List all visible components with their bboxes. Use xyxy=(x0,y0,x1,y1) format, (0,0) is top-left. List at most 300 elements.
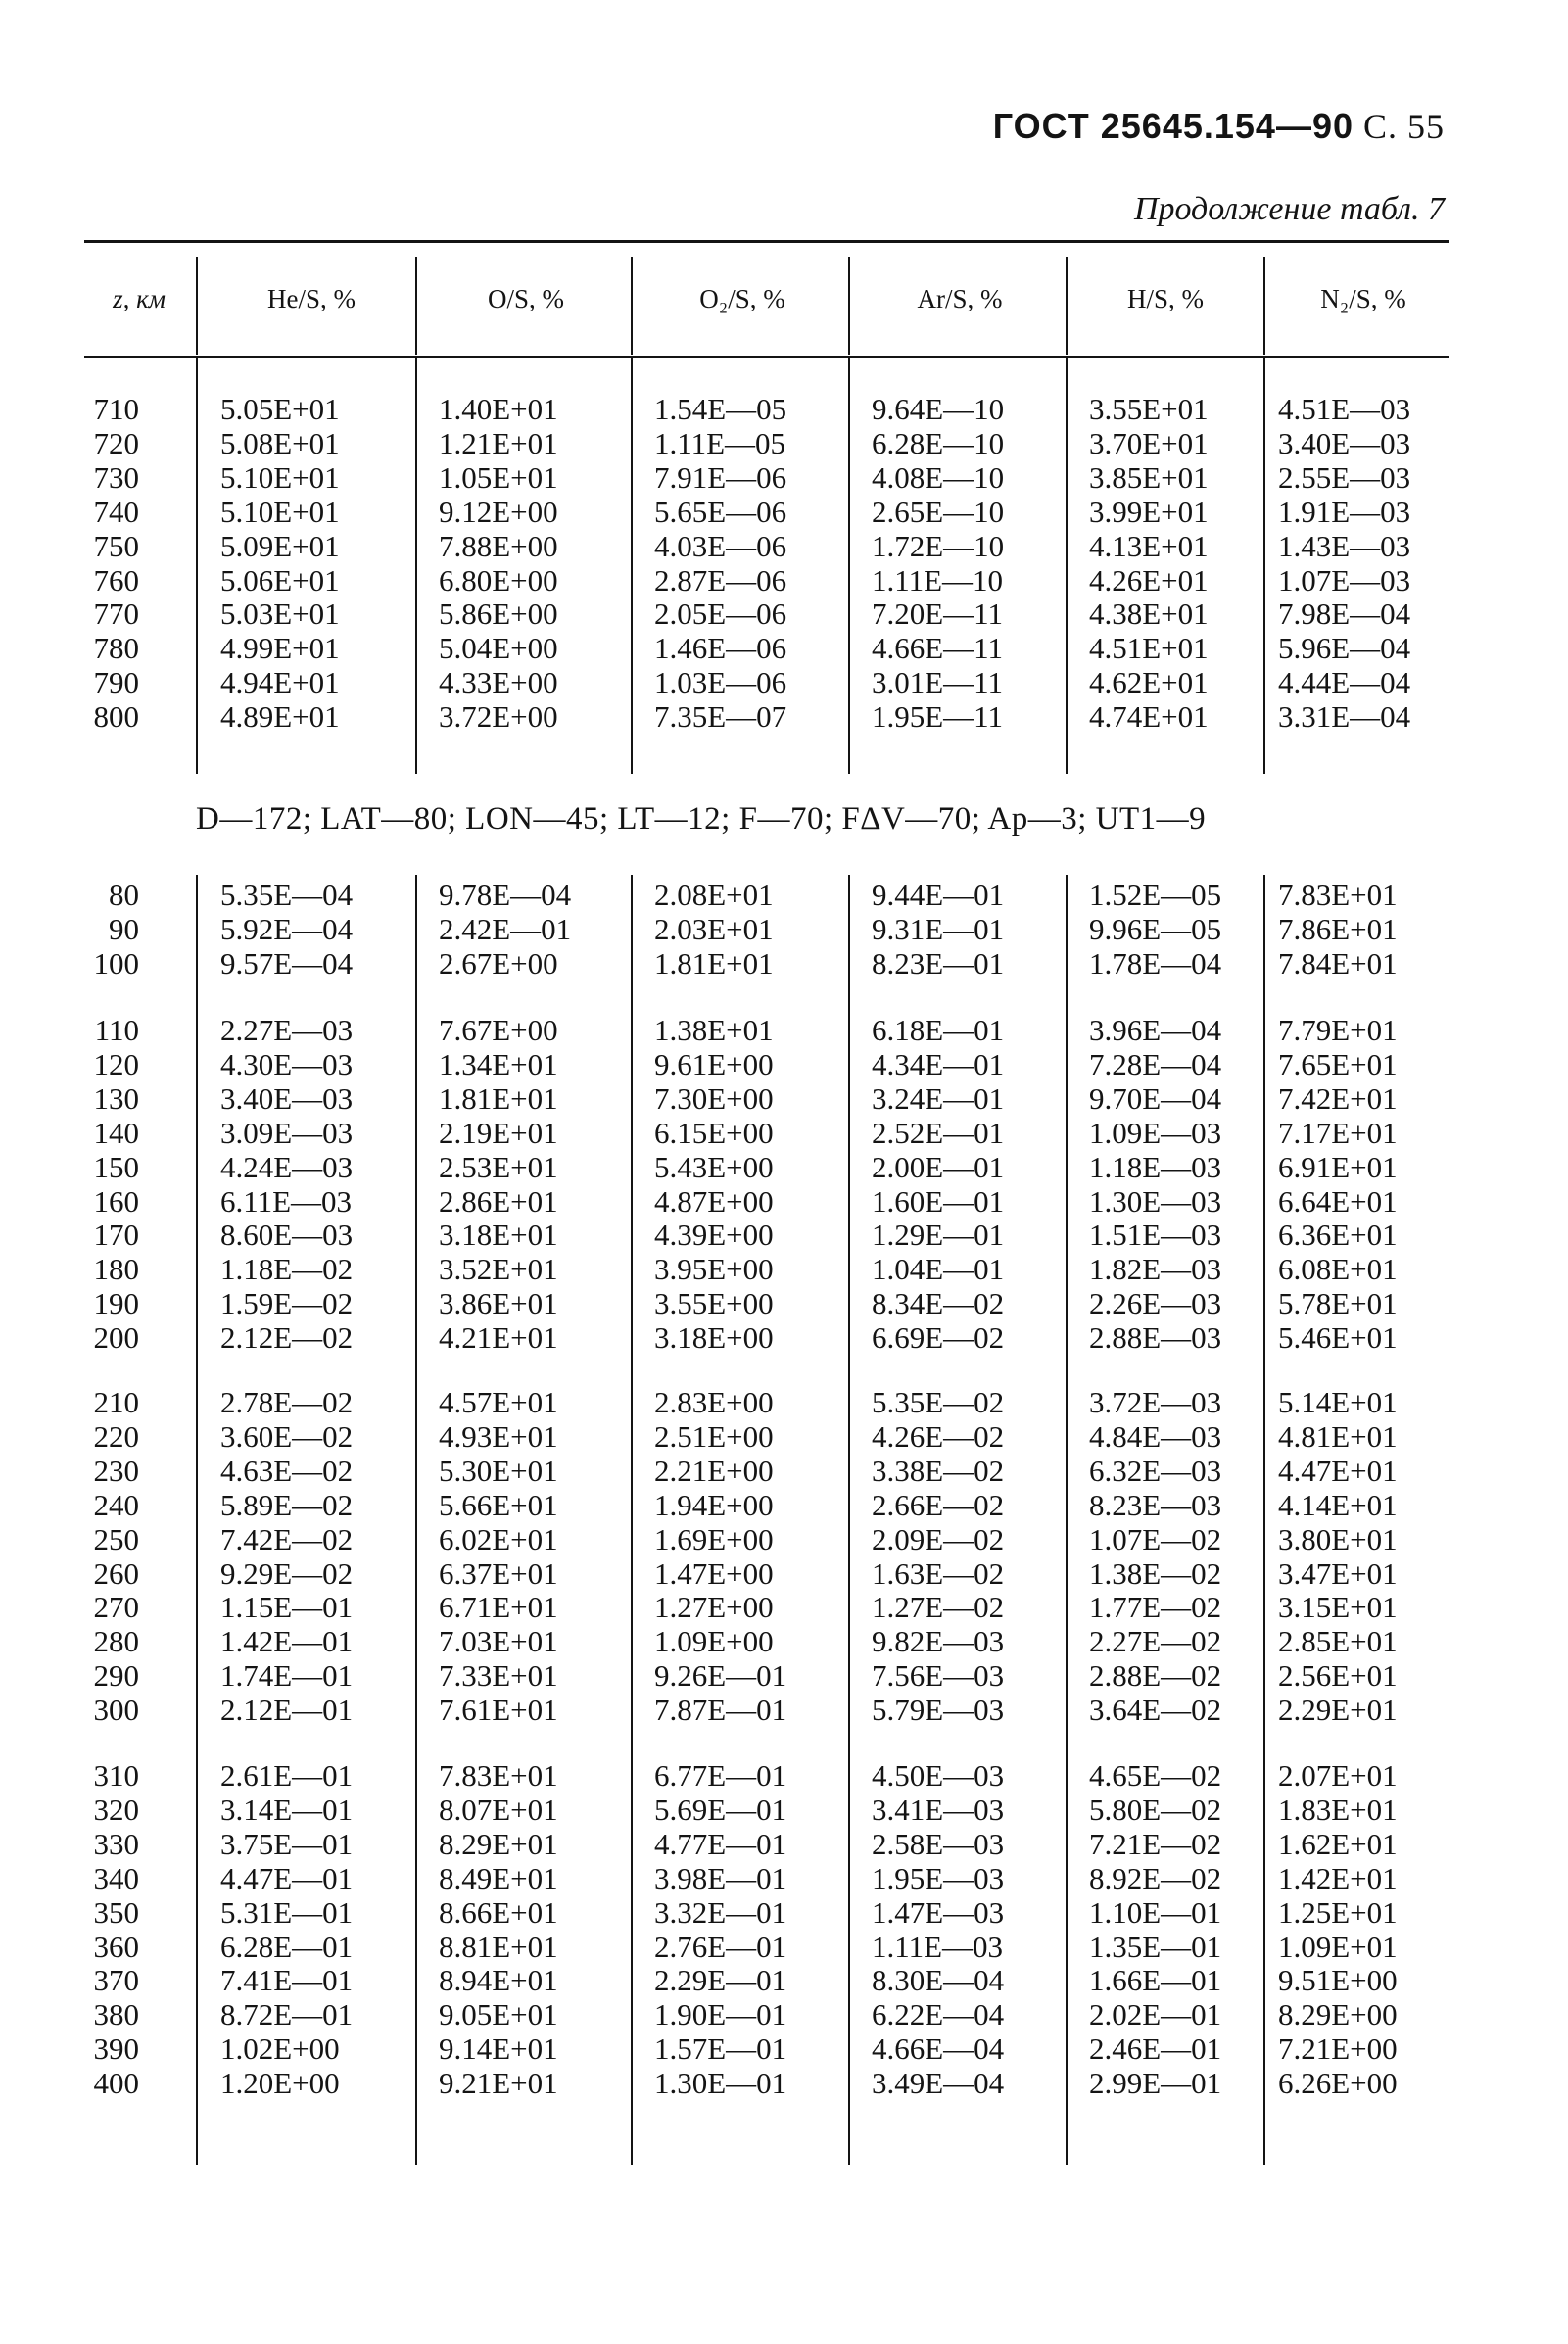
altitude-cell: 800 xyxy=(93,699,139,735)
altitude-cell: 170 xyxy=(93,1218,139,1253)
column-divider xyxy=(1066,358,1068,774)
value-cell: 6.11E—03 xyxy=(220,1183,353,1219)
value-cell: 3.75E—01 xyxy=(220,1826,354,1861)
value-cell: 9.26E—01 xyxy=(654,1658,787,1694)
value-cell: 1.11E—05 xyxy=(654,425,786,460)
value-cell: 1.47E+00 xyxy=(654,1555,774,1591)
value-cell: 4.65E—02 xyxy=(1089,1758,1222,1793)
value-cell: 4.38E+01 xyxy=(1089,597,1209,632)
value-cell: 9.31E—01 xyxy=(872,911,1005,946)
value-cell: 6.02E+01 xyxy=(439,1521,558,1556)
value-cell: 3.72E—03 xyxy=(1089,1385,1222,1419)
value-cell: 3.52E+01 xyxy=(439,1252,558,1287)
value-cell: 5.79E—03 xyxy=(872,1693,1005,1728)
value-cell: 6.80E+00 xyxy=(439,562,558,598)
value-cell: 7.42E+01 xyxy=(1278,1080,1398,1116)
value-cell: 1.42E—01 xyxy=(220,1624,354,1659)
value-cell: 6.37E+01 xyxy=(439,1555,558,1591)
value-cell: 2.21E+00 xyxy=(654,1453,774,1488)
value-cell: 1.18E—02 xyxy=(220,1252,354,1287)
value-cell: 5.14E+01 xyxy=(1278,1385,1398,1419)
value-cell: 4.81E+01 xyxy=(1278,1418,1398,1454)
value-cell: 1.38E+01 xyxy=(654,1013,774,1047)
column-header: O/S, % xyxy=(487,284,564,313)
column-header: N₂/S, % xyxy=(1320,284,1406,313)
value-cell: 1.30E—03 xyxy=(1089,1183,1222,1219)
column-divider xyxy=(848,257,850,355)
altitude-cell: 80 xyxy=(109,878,139,912)
value-cell: 4.47E—01 xyxy=(220,1860,354,1895)
value-cell: 7.56E—03 xyxy=(872,1658,1005,1694)
value-cell: 3.32E—01 xyxy=(654,1894,787,1930)
value-cell: 4.39E+00 xyxy=(654,1218,774,1253)
value-cell: 9.12E+00 xyxy=(439,494,558,529)
value-cell: 7.86E+01 xyxy=(1278,911,1398,946)
value-cell: 7.20E—11 xyxy=(872,597,1004,632)
column-divider xyxy=(631,257,633,355)
value-cell: 8.66E+01 xyxy=(439,1894,558,1930)
value-cell: 1.20E+00 xyxy=(220,2066,340,2101)
value-cell: 1.91E—03 xyxy=(1278,494,1411,529)
altitude-cell: 290 xyxy=(93,1658,139,1694)
value-cell: 5.65E—06 xyxy=(654,494,787,529)
value-cell: 7.83E+01 xyxy=(439,1758,558,1793)
value-cell: 1.11E—03 xyxy=(872,1929,1004,1964)
value-cell: 1.43E—03 xyxy=(1278,528,1411,563)
value-cell: 3.01E—11 xyxy=(872,665,1004,700)
value-cell: 1.78E—04 xyxy=(1089,945,1222,981)
value-cell: 2.07E+01 xyxy=(1278,1758,1398,1793)
value-cell: 3.24E—01 xyxy=(872,1080,1005,1116)
value-cell: 9.29E—02 xyxy=(220,1555,354,1591)
altitude-cell: 100 xyxy=(93,945,139,981)
value-cell: 4.87E+00 xyxy=(654,1183,774,1219)
value-cell: 4.24E—03 xyxy=(220,1149,354,1184)
value-cell: 7.83E+01 xyxy=(1278,878,1398,912)
value-cell: 8.29E+01 xyxy=(439,1826,558,1861)
column-divider xyxy=(196,257,198,355)
value-cell: 3.49E—04 xyxy=(872,2066,1005,2101)
value-cell: 1.10E—01 xyxy=(1089,1894,1222,1930)
value-cell: 4.57E+01 xyxy=(439,1385,558,1419)
value-cell: 7.30E+00 xyxy=(654,1080,774,1116)
value-cell: 2.27E—02 xyxy=(1089,1624,1222,1659)
column-header: Ar/S, % xyxy=(917,284,1003,313)
value-cell: 5.69E—01 xyxy=(654,1792,787,1827)
value-cell: 5.89E—02 xyxy=(220,1487,354,1522)
value-cell: 3.09E—03 xyxy=(220,1115,354,1150)
altitude-cell: 780 xyxy=(93,631,139,666)
value-cell: 4.99E+01 xyxy=(220,631,340,666)
value-cell: 5.03E+01 xyxy=(220,597,340,632)
table-header-rule xyxy=(84,356,1449,358)
value-cell: 6.26E+00 xyxy=(1278,2066,1398,2101)
value-cell: 3.55E+01 xyxy=(1089,392,1209,426)
altitude-cell: 140 xyxy=(93,1115,139,1150)
altitude-cell: 190 xyxy=(93,1286,139,1321)
value-cell: 3.18E+00 xyxy=(654,1320,774,1356)
value-cell: 1.09E+01 xyxy=(1278,1929,1398,1964)
value-cell: 2.29E+01 xyxy=(1278,1693,1398,1728)
value-cell: 6.22E—04 xyxy=(872,1997,1005,2033)
value-cell: 1.25E+01 xyxy=(1278,1894,1398,1930)
value-cell: 5.66E+01 xyxy=(439,1487,558,1522)
value-cell: 2.02E—01 xyxy=(1089,1997,1222,2033)
value-cell: 4.94E+01 xyxy=(220,665,340,700)
column-divider xyxy=(1263,358,1265,774)
value-cell: 9.70E—04 xyxy=(1089,1080,1222,1116)
altitude-cell: 400 xyxy=(93,2066,139,2101)
value-cell: 1.46E—06 xyxy=(654,631,787,666)
value-cell: 2.08E+01 xyxy=(654,878,774,912)
value-cell: 4.13E+01 xyxy=(1089,528,1209,563)
value-cell: 4.77E—01 xyxy=(654,1826,787,1861)
value-cell: 2.12E—01 xyxy=(220,1693,354,1728)
value-cell: 3.40E—03 xyxy=(1278,425,1411,460)
altitude-cell: 750 xyxy=(93,528,139,563)
value-cell: 7.67E+00 xyxy=(439,1013,558,1047)
value-cell: 8.94E+01 xyxy=(439,1963,558,1998)
altitude-cell: 200 xyxy=(93,1320,139,1356)
value-cell: 5.86E+00 xyxy=(439,597,558,632)
altitude-cell: 330 xyxy=(93,1826,139,1861)
value-cell: 1.03E—06 xyxy=(654,665,787,700)
value-cell: 1.74E—01 xyxy=(220,1658,354,1694)
value-cell: 3.85E+01 xyxy=(1089,459,1209,495)
value-cell: 2.27E—03 xyxy=(220,1013,354,1047)
value-cell: 6.69E—02 xyxy=(872,1320,1005,1356)
value-cell: 7.21E+00 xyxy=(1278,2032,1398,2067)
value-cell: 8.23E—03 xyxy=(1089,1487,1222,1522)
conditions-line: D—172; LAT—80; LON—45; LT—12; F—70; FΔV—70; Ap—3; UT1—9 xyxy=(196,801,1207,837)
value-cell: 3.70E+01 xyxy=(1089,425,1209,460)
value-cell: 1.47E—03 xyxy=(872,1894,1005,1930)
value-cell: 2.66E—02 xyxy=(872,1487,1005,1522)
value-cell: 1.27E+00 xyxy=(654,1590,774,1625)
value-cell: 1.42E+01 xyxy=(1278,1860,1398,1895)
value-cell: 5.04E+00 xyxy=(439,631,558,666)
value-cell: 9.14E+01 xyxy=(439,2032,558,2067)
value-cell: 4.21E+01 xyxy=(439,1320,558,1356)
column-header: z, км xyxy=(113,284,166,313)
value-cell: 1.94E+00 xyxy=(654,1487,774,1522)
altitude-cell: 90 xyxy=(109,911,139,946)
value-cell: 7.61E+01 xyxy=(439,1693,558,1728)
value-cell: 4.62E+01 xyxy=(1089,665,1209,700)
value-cell: 2.19E+01 xyxy=(439,1115,558,1150)
value-cell: 3.38E—02 xyxy=(872,1453,1005,1488)
value-cell: 7.79E+01 xyxy=(1278,1013,1398,1047)
value-cell: 9.82E—03 xyxy=(872,1624,1005,1659)
value-cell: 1.40E+01 xyxy=(439,392,558,426)
altitude-cell: 250 xyxy=(93,1521,139,1556)
value-cell: 6.08E+01 xyxy=(1278,1252,1398,1287)
value-cell: 7.28E—04 xyxy=(1089,1046,1222,1081)
value-cell: 2.00E—01 xyxy=(872,1149,1005,1184)
value-cell: 5.08E+01 xyxy=(220,425,340,460)
column-divider xyxy=(415,257,417,355)
value-cell: 7.87E—01 xyxy=(654,1693,787,1728)
value-cell: 3.47E+01 xyxy=(1278,1555,1398,1591)
value-cell: 1.27E—02 xyxy=(872,1590,1005,1625)
value-cell: 4.33E+00 xyxy=(439,665,558,700)
value-cell: 1.77E—02 xyxy=(1089,1590,1222,1625)
value-cell: 3.95E+00 xyxy=(654,1252,774,1287)
value-cell: 9.96E—05 xyxy=(1089,911,1222,946)
value-cell: 7.84E+01 xyxy=(1278,945,1398,981)
value-cell: 1.51E—03 xyxy=(1089,1218,1222,1253)
value-cell: 7.88E+00 xyxy=(439,528,558,563)
column-divider xyxy=(196,875,198,2165)
altitude-cell: 380 xyxy=(93,1997,139,2033)
standard-title xyxy=(993,106,1445,147)
value-cell: 3.96E—04 xyxy=(1089,1013,1222,1047)
value-cell: 6.91E+01 xyxy=(1278,1149,1398,1184)
column-divider xyxy=(1066,257,1068,355)
altitude-cell: 160 xyxy=(93,1183,139,1219)
value-cell: 2.99E—01 xyxy=(1089,2066,1222,2101)
page-number: С. 55 xyxy=(1362,107,1445,146)
value-cell: 2.09E—02 xyxy=(872,1521,1005,1556)
value-cell: 8.34E—02 xyxy=(872,1286,1005,1321)
altitude-cell: 720 xyxy=(93,425,139,460)
value-cell: 1.29E—01 xyxy=(872,1218,1005,1253)
altitude-cell: 730 xyxy=(93,459,139,495)
value-cell: 3.55E+00 xyxy=(654,1286,774,1321)
value-cell: 5.96E—04 xyxy=(1278,631,1411,666)
value-cell: 8.92E—02 xyxy=(1089,1860,1222,1895)
value-cell: 4.30E—03 xyxy=(220,1046,354,1081)
value-cell: 8.60E—03 xyxy=(220,1218,354,1253)
column-divider xyxy=(1066,875,1068,2165)
value-cell: 9.51E+00 xyxy=(1278,1963,1398,1998)
value-cell: 4.66E—11 xyxy=(872,631,1004,666)
value-cell: 6.18E—01 xyxy=(872,1013,1005,1047)
altitude-cell: 120 xyxy=(93,1046,139,1081)
value-cell: 7.98E—04 xyxy=(1278,597,1411,632)
value-cell: 1.95E—11 xyxy=(872,699,1004,735)
column-divider xyxy=(631,358,633,774)
value-cell: 5.09E+01 xyxy=(220,528,340,563)
value-cell: 5.80E—02 xyxy=(1089,1792,1222,1827)
value-cell: 1.62E+01 xyxy=(1278,1826,1398,1861)
value-cell: 1.35E—01 xyxy=(1089,1929,1222,1964)
value-cell: 1.54E—05 xyxy=(654,392,787,426)
value-cell: 1.04E—01 xyxy=(872,1252,1005,1287)
value-cell: 4.26E—02 xyxy=(872,1418,1005,1454)
value-cell: 2.56E+01 xyxy=(1278,1658,1398,1694)
value-cell: 4.26E+01 xyxy=(1089,562,1209,598)
value-cell: 2.46E—01 xyxy=(1089,2032,1222,2067)
value-cell: 9.05E+01 xyxy=(439,1997,558,2033)
value-cell: 5.30E+01 xyxy=(439,1453,558,1488)
altitude-cell: 110 xyxy=(94,1013,139,1047)
value-cell: 3.18E+01 xyxy=(439,1218,558,1253)
value-cell: 1.52E—05 xyxy=(1089,878,1222,912)
altitude-cell: 180 xyxy=(93,1252,139,1287)
value-cell: 3.41E—03 xyxy=(872,1792,1005,1827)
value-cell: 1.07E—03 xyxy=(1278,562,1411,598)
altitude-cell: 770 xyxy=(93,597,139,632)
value-cell: 7.42E—02 xyxy=(220,1521,354,1556)
value-cell: 4.93E+01 xyxy=(439,1418,558,1454)
value-cell: 8.72E—01 xyxy=(220,1997,354,2033)
value-cell: 4.74E+01 xyxy=(1089,699,1209,735)
value-cell: 2.12E—02 xyxy=(220,1320,354,1356)
value-cell: 1.30E—01 xyxy=(654,2066,787,2101)
value-cell: 7.41E—01 xyxy=(220,1963,354,1998)
value-cell: 1.07E—02 xyxy=(1089,1521,1222,1556)
value-cell: 3.60E—02 xyxy=(220,1418,354,1454)
value-cell: 6.28E—10 xyxy=(872,425,1005,460)
value-cell: 5.92E—04 xyxy=(220,911,354,946)
value-cell: 1.60E—01 xyxy=(872,1183,1005,1219)
value-cell: 2.29E—01 xyxy=(654,1963,787,1998)
value-cell: 3.14E—01 xyxy=(220,1792,354,1827)
value-cell: 7.17E+01 xyxy=(1278,1115,1398,1150)
column-divider xyxy=(848,358,850,774)
value-cell: 1.38E—02 xyxy=(1089,1555,1222,1591)
value-cell: 3.64E—02 xyxy=(1089,1693,1222,1728)
value-cell: 1.69E+00 xyxy=(654,1521,774,1556)
value-cell: 1.63E—02 xyxy=(872,1555,1005,1591)
value-cell: 7.91E—06 xyxy=(654,459,787,495)
value-cell: 7.35E—07 xyxy=(654,699,787,735)
value-cell: 5.35E—04 xyxy=(220,878,354,912)
value-cell: 3.86E+01 xyxy=(439,1286,558,1321)
value-cell: 4.84E—03 xyxy=(1089,1418,1222,1454)
value-cell: 1.82E—03 xyxy=(1089,1252,1222,1287)
table-top-rule xyxy=(84,240,1449,243)
value-cell: 4.47E+01 xyxy=(1278,1453,1398,1488)
value-cell: 4.66E—04 xyxy=(872,2032,1005,2067)
altitude-cell: 310 xyxy=(93,1758,139,1793)
value-cell: 1.90E—01 xyxy=(654,1997,787,2033)
value-cell: 8.49E+01 xyxy=(439,1860,558,1895)
altitude-cell: 790 xyxy=(93,665,139,700)
value-cell: 1.59E—02 xyxy=(220,1286,354,1321)
value-cell: 1.81E+01 xyxy=(439,1080,558,1116)
column-divider xyxy=(196,358,198,774)
value-cell: 1.72E—10 xyxy=(872,528,1005,563)
value-cell: 3.80E+01 xyxy=(1278,1521,1398,1556)
altitude-cell: 740 xyxy=(93,494,139,529)
value-cell: 4.44E—04 xyxy=(1278,665,1411,700)
altitude-cell: 350 xyxy=(93,1894,139,1930)
value-cell: 2.86E+01 xyxy=(439,1183,558,1219)
altitude-cell: 300 xyxy=(93,1693,139,1728)
column-divider xyxy=(415,875,417,2165)
value-cell: 3.99E+01 xyxy=(1089,494,1209,529)
value-cell: 1.18E—03 xyxy=(1089,1149,1222,1184)
value-cell: 6.36E+01 xyxy=(1278,1218,1398,1253)
value-cell: 2.61E—01 xyxy=(220,1758,354,1793)
table-continuation-label: Продолжение табл. 7 xyxy=(1133,191,1445,227)
altitude-cell: 340 xyxy=(93,1860,139,1895)
value-cell: 4.63E—02 xyxy=(220,1453,354,1488)
altitude-cell: 220 xyxy=(93,1418,139,1454)
value-cell: 9.44E—01 xyxy=(872,878,1005,912)
value-cell: 2.53E+01 xyxy=(439,1149,558,1184)
value-cell: 7.03E+01 xyxy=(439,1624,558,1659)
value-cell: 9.57E—04 xyxy=(220,945,354,981)
value-cell: 2.67E+00 xyxy=(439,945,558,981)
value-cell: 6.15E+00 xyxy=(654,1115,774,1150)
value-cell: 2.76E—01 xyxy=(654,1929,787,1964)
column-divider xyxy=(1263,875,1265,2165)
value-cell: 7.33E+01 xyxy=(439,1658,558,1694)
altitude-cell: 710 xyxy=(93,392,139,426)
value-cell: 4.34E—01 xyxy=(872,1046,1005,1081)
value-cell: 3.31E—04 xyxy=(1278,699,1411,735)
standard-number: ГОСТ 25645.154—90 xyxy=(992,106,1354,146)
column-divider xyxy=(631,875,633,2165)
value-cell: 9.61E+00 xyxy=(654,1046,774,1081)
value-cell: 5.46E+01 xyxy=(1278,1320,1398,1356)
value-cell: 2.26E—03 xyxy=(1089,1286,1222,1321)
altitude-cell: 280 xyxy=(93,1624,139,1659)
value-cell: 6.71E+01 xyxy=(439,1590,558,1625)
altitude-cell: 370 xyxy=(93,1963,139,1998)
value-cell: 8.23E—01 xyxy=(872,945,1005,981)
value-cell: 6.28E—01 xyxy=(220,1929,354,1964)
value-cell: 2.87E—06 xyxy=(654,562,787,598)
value-cell: 9.21E+01 xyxy=(439,2066,558,2101)
value-cell: 3.72E+00 xyxy=(439,699,558,735)
value-cell: 8.29E+00 xyxy=(1278,1997,1398,2033)
value-cell: 2.88E—03 xyxy=(1089,1320,1222,1356)
value-cell: 5.05E+01 xyxy=(220,392,340,426)
value-cell: 8.81E+01 xyxy=(439,1929,558,1964)
column-header: O₂/S, % xyxy=(699,284,785,313)
value-cell: 2.58E—03 xyxy=(872,1826,1005,1861)
altitude-cell: 360 xyxy=(93,1929,139,1964)
value-cell: 2.03E+01 xyxy=(654,911,774,946)
value-cell: 6.32E—03 xyxy=(1089,1453,1222,1488)
value-cell: 1.21E+01 xyxy=(439,425,558,460)
value-cell: 8.07E+01 xyxy=(439,1792,558,1827)
altitude-cell: 230 xyxy=(93,1453,139,1488)
altitude-cell: 270 xyxy=(93,1590,139,1625)
value-cell: 5.78E+01 xyxy=(1278,1286,1398,1321)
value-cell: 2.05E—06 xyxy=(654,597,787,632)
value-cell: 2.88E—02 xyxy=(1089,1658,1222,1694)
value-cell: 6.77E—01 xyxy=(654,1758,787,1793)
value-cell: 4.50E—03 xyxy=(872,1758,1005,1793)
value-cell: 5.43E+00 xyxy=(654,1149,774,1184)
value-cell: 5.31E—01 xyxy=(220,1894,354,1930)
value-cell: 4.08E—10 xyxy=(872,459,1005,495)
value-cell: 4.89E+01 xyxy=(220,699,340,735)
value-cell: 9.78E—04 xyxy=(439,878,572,912)
value-cell: 6.64E+01 xyxy=(1278,1183,1398,1219)
value-cell: 2.83E+00 xyxy=(654,1385,774,1419)
value-cell: 2.42E—01 xyxy=(439,911,572,946)
altitude-cell: 150 xyxy=(93,1149,139,1184)
value-cell: 1.34E+01 xyxy=(439,1046,558,1081)
altitude-cell: 210 xyxy=(93,1385,139,1419)
value-cell: 8.30E—04 xyxy=(872,1963,1005,1998)
altitude-cell: 320 xyxy=(93,1792,139,1827)
altitude-cell: 130 xyxy=(93,1080,139,1116)
altitude-cell: 760 xyxy=(93,562,139,598)
value-cell: 7.21E—02 xyxy=(1089,1826,1222,1861)
value-cell: 3.40E—03 xyxy=(220,1080,354,1116)
value-cell: 1.11E—10 xyxy=(872,562,1004,598)
value-cell: 1.83E+01 xyxy=(1278,1792,1398,1827)
value-cell: 5.10E+01 xyxy=(220,459,340,495)
value-cell: 2.85E+01 xyxy=(1278,1624,1398,1659)
